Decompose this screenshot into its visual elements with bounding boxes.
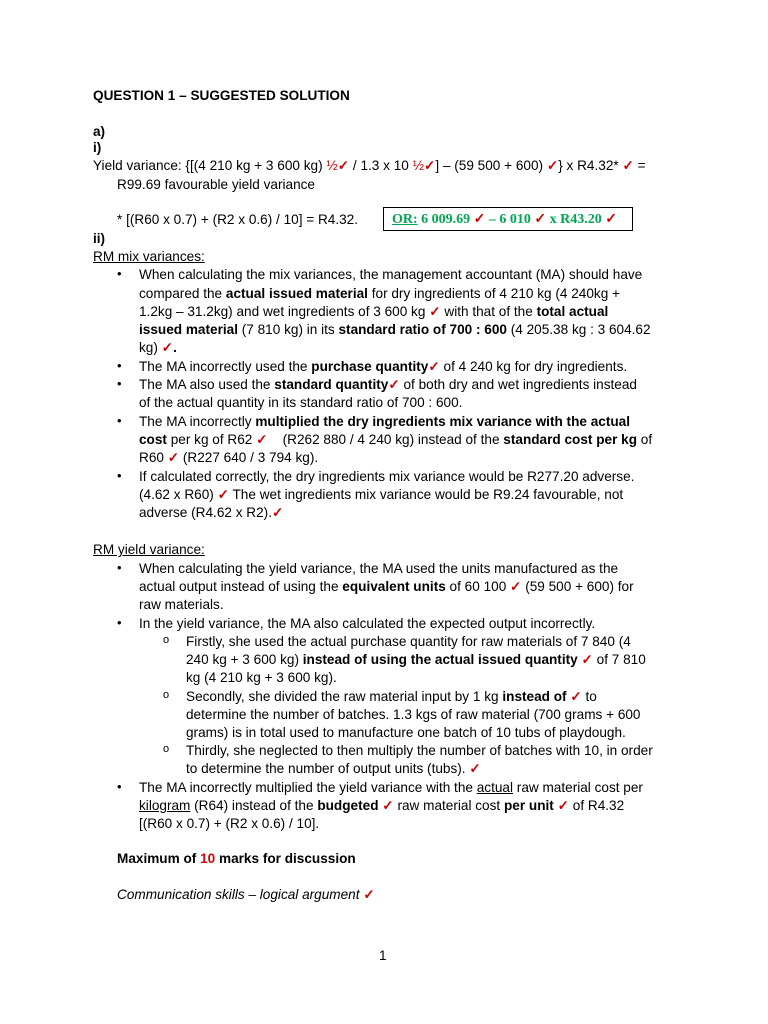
yv-b3-l3: [(R60 x 0.7) + (R2 x 0.6) / 10]. — [139, 816, 320, 831]
text: (R262 880 / 4 240 kg) instead of the — [267, 432, 504, 447]
text: / 1.3 x 10 — [349, 158, 413, 173]
text: 1.2kg – 31.2kg) and wet ingredients of 3 600 kg — [139, 304, 430, 319]
yield-result-line: R99.69 favourable yield variance — [117, 177, 315, 192]
bullet-icon: • — [117, 468, 122, 483]
mix-heading: RM mix variances: — [93, 249, 205, 264]
text: instead of — [502, 689, 567, 704]
yv-s1-l2 — [186, 651, 646, 668]
text: for dry ingredients of 4 210 kg (4 240kg + — [367, 286, 620, 301]
page-number: 1 — [379, 948, 387, 963]
text: x R43.20 — [546, 212, 606, 227]
alternative-answer-box — [383, 207, 633, 231]
text: actual — [476, 780, 514, 795]
check-icon: ✓ — [605, 212, 617, 227]
check-icon: ✓ — [167, 450, 180, 465]
check-icon: ✓ — [570, 689, 582, 704]
or-label: OR: — [392, 212, 418, 227]
mix-b2 — [139, 358, 627, 375]
check-icon: ✓ — [473, 212, 486, 227]
text: adverse (R4.62 x R2). — [139, 505, 272, 520]
check-icon: ✓ — [469, 761, 481, 776]
yv-b2-l1: In the yield variance, the MA also calculated the expected output incorrectly. — [139, 616, 596, 631]
mix-b3-l1 — [139, 376, 637, 393]
bullet-icon: • — [117, 358, 122, 373]
text: standard ratio of 700 : 600 — [338, 322, 507, 337]
mix-b3-l2: of the actual quantity in its standard ratio of 700 : 600. — [139, 395, 463, 410]
yield-formula-line — [93, 157, 646, 174]
check-icon: ✓ — [217, 487, 229, 502]
text: of 60 100 — [445, 579, 511, 594]
mix-b5-l2 — [139, 486, 623, 503]
text: per kg of R62 — [166, 432, 257, 447]
check-icon: ✓ — [161, 340, 174, 355]
check-icon: ✓ — [388, 377, 400, 392]
check-icon: ✓ — [256, 432, 268, 447]
text: Communication skills – logical argument — [117, 887, 364, 902]
text: cost — [139, 432, 167, 447]
sub-bullet-icon: o — [163, 634, 170, 646]
text: R60 — [139, 450, 168, 465]
yv-s3-l1: Thirdly, she neglected to then multiply the number of batches with 10, in order — [186, 743, 653, 758]
yv-s2-l3: grams) is in total used to manufacture one batch of 10 tubs of playdough. — [186, 725, 626, 740]
yv-s3-l2 — [186, 760, 481, 777]
text: to determine the number of output units (tubs). — [186, 761, 470, 776]
part-i-label: i) — [93, 140, 102, 155]
check-icon: ✓ — [581, 652, 593, 667]
mix-b4-l2 — [139, 431, 652, 448]
check-icon: ✓ — [534, 212, 547, 227]
text: (R227 640 / 3 794 kg). — [179, 450, 319, 465]
text: kg) — [139, 340, 162, 355]
sub-bullet-icon: o — [163, 743, 170, 755]
sub-bullet-icon: o — [163, 689, 170, 701]
yield-heading: RM yield variance: — [93, 542, 205, 557]
bullet-icon: • — [117, 266, 122, 281]
text: purchase quantity — [311, 359, 429, 374]
text: instead of using the actual issued quantity — [302, 652, 578, 667]
text: marks for discussion — [215, 851, 356, 866]
yv-s2-l1 — [186, 688, 597, 705]
yv-b1-l2 — [139, 578, 634, 595]
text: The wet ingredients mix variance would be R9.24 favourable, not — [228, 487, 624, 502]
text: (4 205.38 kg : 3 604.62 — [506, 322, 651, 337]
mix-b1-l4 — [139, 321, 651, 338]
mix-b5-l1: If calculated correctly, the dry ingredients mix variance would be R277.20 adverse. — [139, 469, 635, 484]
text: actual output instead of using the — [139, 579, 343, 594]
check-icon: ✓ — [423, 158, 436, 173]
maximum-marks — [117, 850, 356, 867]
text: per unit — [503, 798, 554, 813]
mix-b1-l2 — [139, 285, 620, 302]
text: to — [581, 689, 597, 704]
check-icon: ✓ — [271, 505, 284, 520]
check-icon: ✓ — [337, 158, 350, 173]
text: The MA incorrectly multiplied the yield variance with the — [139, 780, 477, 795]
check-icon: ✓ — [510, 579, 522, 594]
text: 6 009.69 — [417, 212, 474, 227]
check-icon: ✓ — [382, 798, 394, 813]
text: issued material — [139, 322, 238, 337]
half-mark: ½ — [326, 158, 338, 173]
bullet-icon: • — [117, 779, 122, 794]
yv-s2-l2: determine the number of batches. 1.3 kgs of raw material (700 grams + 600 — [186, 707, 641, 722]
check-icon: ✓ — [429, 304, 441, 319]
mix-b1-l3 — [139, 303, 608, 320]
mix-b1-l5 — [139, 339, 177, 356]
text: with that of the — [440, 304, 537, 319]
text: of R4.32 — [568, 798, 625, 813]
mix-b1-l1: When calculating the mix variances, the management accountant (MA) should have — [139, 267, 643, 282]
text: The MA incorrectly — [139, 414, 256, 429]
text: (4.62 x R60) — [139, 487, 218, 502]
half-mark: ½ — [412, 158, 424, 173]
text: The MA incorrectly used the — [139, 359, 312, 374]
text: raw material cost — [393, 798, 504, 813]
text: Secondly, she divided the raw material input by 1 kg — [186, 689, 503, 704]
document-title: QUESTION 1 – SUGGESTED SOLUTION — [93, 88, 350, 103]
check-icon: ✓ — [546, 158, 559, 173]
standard-cost-calc: * [(R60 x 0.7) + (R2 x 0.6) / 10] = R4.32. — [117, 212, 359, 227]
yv-s1-l3: kg (4 210 kg + 3 600 kg). — [186, 670, 337, 685]
text: budgeted — [317, 798, 379, 813]
part-a-label: a) — [93, 124, 106, 139]
communication-skills — [117, 886, 375, 903]
yv-s1-l1: Firstly, she used the actual purchase quantity for raw materials of 7 840 (4 — [186, 634, 631, 649]
bullet-icon: • — [117, 376, 122, 391]
text: – 6 010 — [485, 212, 535, 227]
text: multiplied the dry ingredients mix variance with the actual — [255, 414, 631, 429]
text: of — [637, 432, 653, 447]
text: kilogram — [139, 798, 191, 813]
yv-b1-l3: raw materials. — [139, 597, 224, 612]
text: The MA also used the — [139, 377, 275, 392]
text: standard cost per kg — [503, 432, 638, 447]
text: Yield variance: {[(4 210 kg + 3 600 kg) — [93, 158, 327, 173]
yv-b3-l2 — [139, 797, 624, 814]
text: compared the — [139, 286, 226, 301]
text: . — [173, 340, 177, 355]
bullet-icon: • — [117, 413, 122, 428]
check-icon: ✓ — [428, 359, 440, 374]
text: equivalent units — [342, 579, 446, 594]
bullet-icon: • — [117, 615, 122, 630]
text: 240 kg + 3 600 kg) — [186, 652, 303, 667]
text: } x R4.32* — [558, 158, 623, 173]
text: ] – (59 500 + 600) — [435, 158, 547, 173]
check-icon: ✓ — [557, 798, 569, 813]
text: of 4 240 kg for dry ingredients. — [439, 359, 628, 374]
alternative-answer — [392, 211, 617, 228]
mix-b5-l3 — [139, 504, 283, 521]
yv-b3-l1 — [139, 779, 643, 796]
text: raw material cost per — [513, 780, 643, 795]
part-ii-label: ii) — [93, 231, 106, 246]
bullet-icon: • — [117, 560, 122, 575]
mix-b4-l3 — [139, 449, 318, 466]
text: 10 — [200, 851, 216, 866]
mix-b4-l1 — [139, 413, 630, 430]
text: total actual — [536, 304, 609, 319]
text: actual issued material — [225, 286, 368, 301]
text: of 7 810 — [592, 652, 646, 667]
text: (59 500 + 600) for — [521, 579, 634, 594]
text: Maximum of — [117, 851, 201, 866]
text: standard quantity — [274, 377, 389, 392]
text: of both dry and wet ingredients instead — [399, 377, 637, 392]
text: (7 810 kg) in its — [237, 322, 339, 337]
yv-b1-l1: When calculating the yield variance, the MA used the units manufactured as the — [139, 561, 619, 576]
check-icon: ✓ — [622, 158, 634, 173]
text: (R64) instead of the — [190, 798, 318, 813]
text: = — [633, 158, 646, 173]
check-icon: ✓ — [363, 887, 375, 902]
